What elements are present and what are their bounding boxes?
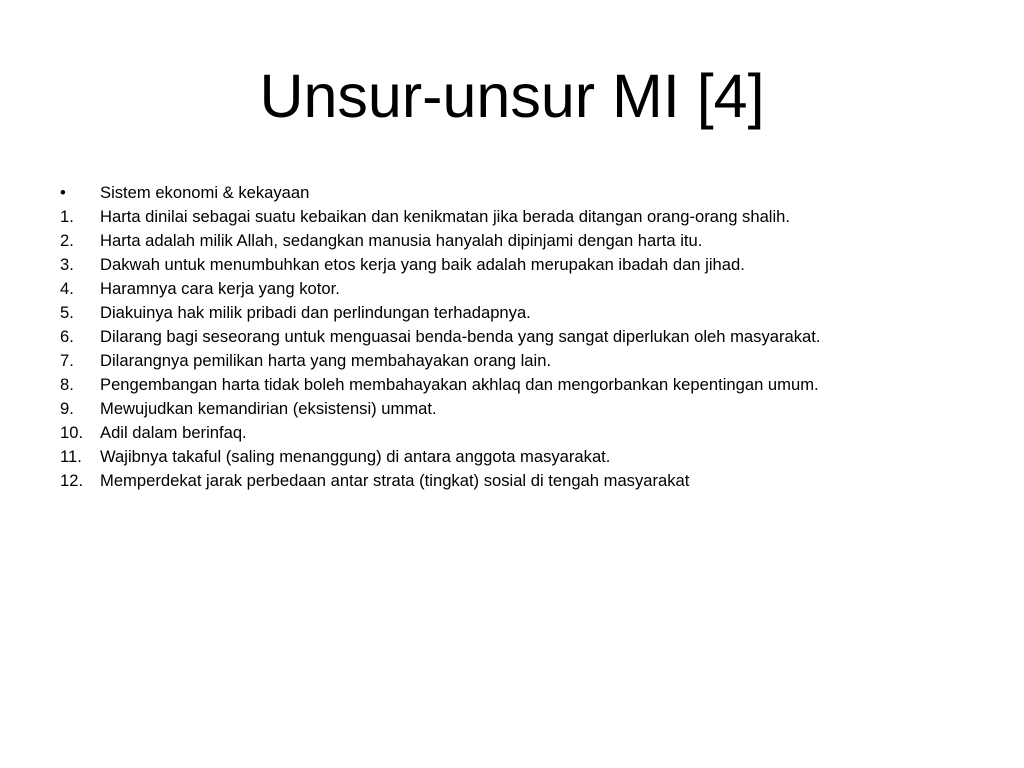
item-number: 9.: [60, 399, 74, 418]
intro-text: Sistem ekonomi & kekayaan: [100, 183, 310, 202]
bullet-marker: •: [60, 183, 66, 202]
item-text: Dakwah untuk menumbuhkan etos kerja yang baik adalah merupakan ibadah dan jihad.: [100, 255, 745, 274]
list-item: [60, 469, 1000, 493]
item-number: 2.: [60, 231, 74, 250]
intro-bullet-item: [60, 181, 1000, 205]
item-text: Mewujudkan kemandirian (eksistensi) ummat.: [100, 399, 437, 418]
item-number: 6.: [60, 327, 74, 346]
list-item: [60, 205, 1000, 229]
item-number: 12.: [60, 471, 84, 490]
content-list: [60, 181, 1000, 493]
item-number: 10.: [60, 423, 84, 442]
item-number: 5.: [60, 303, 74, 322]
item-text: Diakuinya hak milik pribadi dan perlindungan terhadapnya.: [100, 303, 531, 322]
item-text: Adil dalam berinfaq.: [100, 423, 247, 442]
item-text: Memperdekat jarak perbedaan antar strata (tingkat) sosial di tengah masyarakat: [100, 471, 690, 490]
item-text: Harta dinilai sebagai suatu kebaikan dan kenikmatan jika berada ditangan orang-orang shalih.: [100, 207, 791, 226]
list-item: [60, 253, 1000, 277]
list-item: [60, 397, 1000, 421]
item-text: Pengembangan harta tidak boleh membahayakan akhlaq dan mengorbankan kepentingan umum.: [100, 375, 819, 394]
item-text: Dilarang bagi seseorang untuk menguasai benda-benda yang sangat diperlukan oleh masyarakat.: [100, 327, 821, 346]
slide-title: Unsur-unsur MI [4]: [259, 62, 765, 130]
item-number: 7.: [60, 351, 74, 370]
list-item: [60, 325, 1000, 349]
item-text: Haramnya cara kerja yang kotor.: [100, 279, 340, 298]
item-number: 8.: [60, 375, 74, 394]
item-number: 1.: [60, 207, 74, 226]
list-item: [60, 373, 1000, 397]
list-item: [60, 301, 1000, 325]
list-item: [60, 349, 1000, 373]
list-item: [60, 277, 1000, 301]
list-item: [60, 229, 1000, 253]
item-text: Harta adalah milik Allah, sedangkan manusia hanyalah dipinjami dengan harta itu.: [100, 231, 703, 250]
item-text: Dilarangnya pemilikan harta yang membahayakan orang lain.: [100, 351, 552, 370]
item-text: Wajibnya takaful (saling menanggung) di antara anggota masyarakat.: [100, 447, 611, 466]
list-item: [60, 445, 1000, 469]
item-number: 3.: [60, 255, 74, 274]
item-number: 11.: [60, 447, 82, 466]
item-number: 4.: [60, 279, 74, 298]
list-item: [60, 421, 1000, 445]
